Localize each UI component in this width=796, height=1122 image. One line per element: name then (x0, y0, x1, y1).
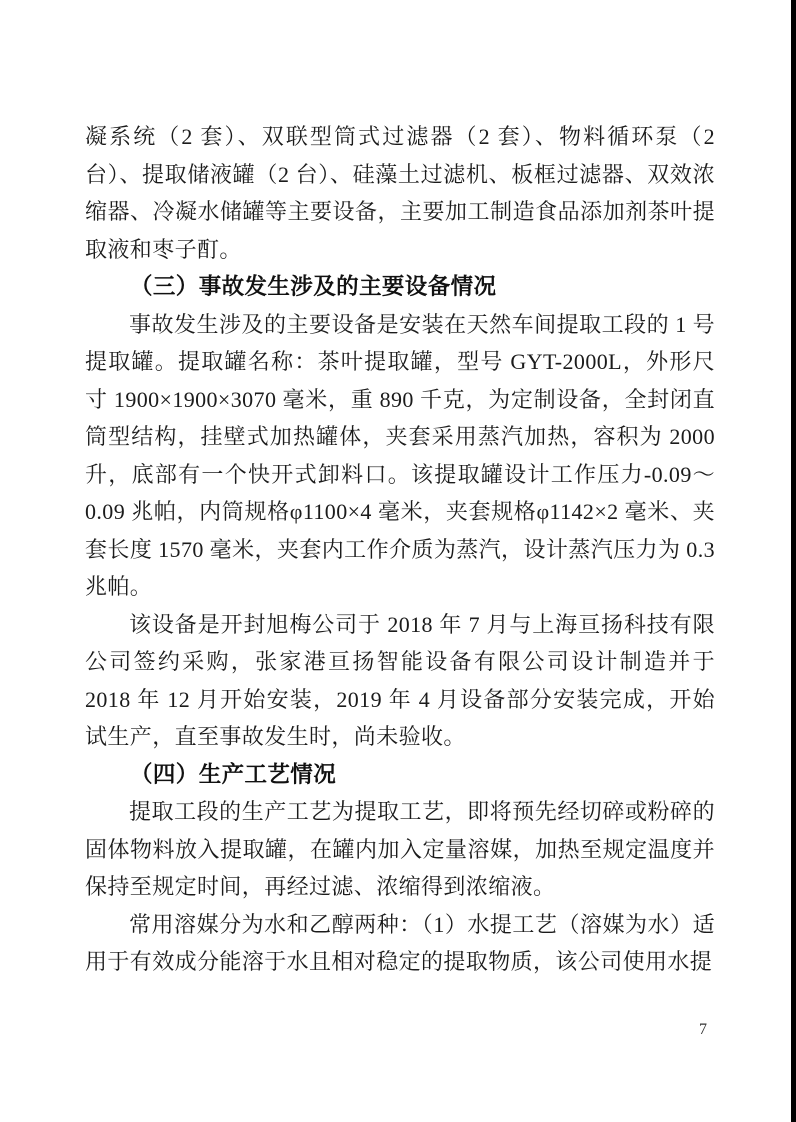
scan-edge-artifact (791, 0, 796, 1122)
paragraph-solvent-types: 常用溶媒分为水和乙醇两种：（1）水提工艺（溶媒为水）适用于有效成分能溶于水且相对稳定的提取物质，该公司使用水提 (85, 911, 715, 974)
paragraph-extraction-process: 提取工段的生产工艺为提取工艺，即将预先经切碎或粉碎的固体物料放入提取罐，在罐内加入定量溶媒，加热至规定温度并保持至规定时间，再经过滤、浓缩得到浓缩液。 (85, 799, 715, 899)
section-heading-4: （四）生产工艺情况 (130, 761, 337, 787)
section-heading-3: （三）事故发生涉及的主要设备情况 (130, 274, 497, 299)
page-number: 7 (699, 1021, 707, 1038)
paragraph-equipment-list-continuation: 凝系统（2 套）、双联型筒式过滤器（2 套）、物料循环泵（2 台）、提取储液罐（2 台）、硅藻土过滤机、板框过滤器、双效浓缩器、冷凝水储罐等主要设备，主要加工制造食品添加剂茶叶提取液和枣子酊。 (85, 124, 715, 262)
paragraph-equipment-procurement: 该设备是开封旭梅公司于 2018 年 7 月与上海亘扬科技有限公司签约采购，张家港亘扬智能设备有限公司设计制造并于 2018 年 12 月开始安装，2019 年 4 月设备部分安装完成，开始试生产，直至事故发生时，尚未验收。 (85, 611, 715, 749)
paragraph-extraction-tank-specs: 事故发生涉及的主要设备是安装在天然车间提取工段的 1 号提取罐。提取罐名称：茶叶提取罐，型号 GYT-2000L，外形尺寸 1900×1900×3070 毫米，重 890 千克，为定制设备，全封闭直筒型结构，挂壁式加热罐体，夹套采用蒸汽加热，容积为 2000 升，底部有一个快开式卸料口。该提取罐设计工作压力-0.09～0.09 兆帕，内筒规格φ1100×4 毫米，夹套规格φ1142×2 毫米、夹套长度 1570 毫米，夹套内工作介质为蒸汽，设计蒸汽压力为 0.3 兆帕。 (85, 311, 715, 599)
page-content (85, 118, 715, 981)
